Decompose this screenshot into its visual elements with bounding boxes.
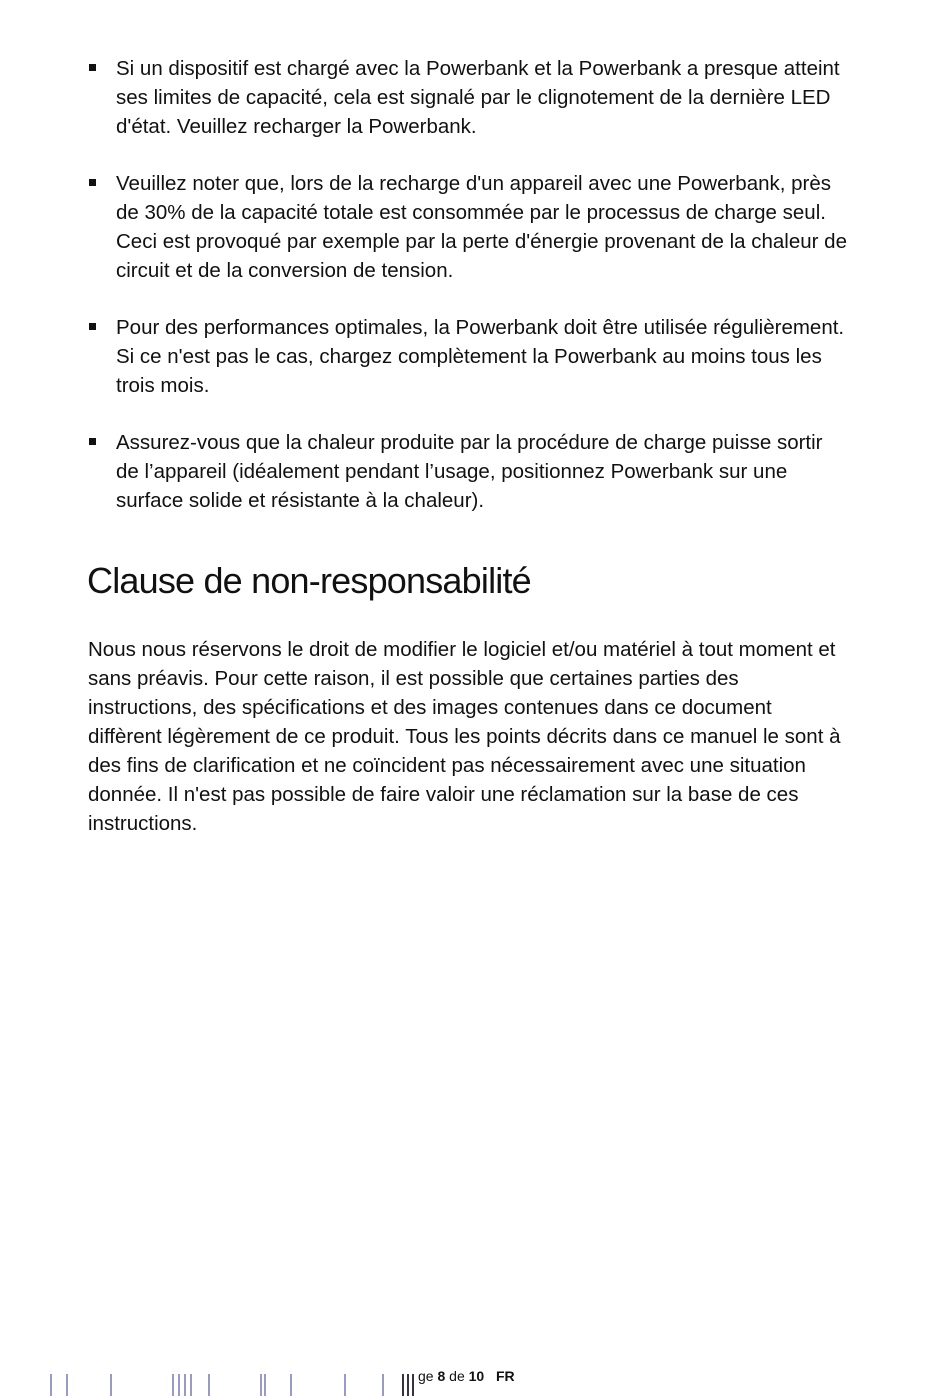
page-of: de [449,1368,465,1384]
list-item [88,54,848,141]
square-bullet-icon [89,179,96,186]
page-number [418,1368,484,1384]
section-heading: Clause de non-responsabilité [87,560,531,601]
barcode-strip [0,1374,420,1396]
page-footer [0,1362,950,1396]
page-current: 8 [437,1368,446,1384]
page-prefix: ge [418,1368,434,1384]
list-item [88,428,848,515]
square-bullet-icon [89,323,96,330]
list-item-text: Veuillez noter que, lors de la recharge d'un appareil avec une Powerbank, près de 30% de la capacité totale est consommée par le processus de charge seul. Ceci est provoqué par exemple par la perte d'énergie provenant de la chaleur de circuit et de la conversion de tension. [116,172,847,282]
list-item-text: Si un dispositif est chargé avec la Powerbank et la Powerbank a presque atteint ses limites de capacité, cela est signalé par le clignotement de la dernière LED d'état. Veuillez recharger la Powerbank. [116,57,840,138]
list-item-text: Pour des performances optimales, la Powerbank doit être utilisée régulièrement. Si ce n'est pas le cas, chargez complètement la Powerbank au moins tous les trois mois. [116,316,845,397]
list-item-text: Assurez-vous que la chaleur produite par la procédure de charge puisse sortir de l’appareil (idéalement pendant l’usage, positionnez Powerbank sur une surface solide et résistante à la chaleur). [116,431,823,512]
page-total: 10 [468,1368,485,1384]
square-bullet-icon [89,64,96,71]
notes-list [88,54,848,543]
language-code: FR [496,1368,515,1384]
disclaimer-paragraph: Nous nous réservons le droit de modifier le logiciel et/ou matériel à tout moment et sans préavis. Pour cette raison, il est possible que certaines parties des instructions, des spécifications et des images contenues dans ce document diffèrent légèrement de ce produit. Tous les points décrits dans ce manuel le sont à des fins de clarification et ne coïncident pas nécessairement avec une situation donnée. Il n'est pas possible de faire valoir une réclamation sur la base de ces instructions. [88,638,841,835]
list-item [88,169,848,285]
list-item [88,313,848,400]
square-bullet-icon [89,438,96,445]
